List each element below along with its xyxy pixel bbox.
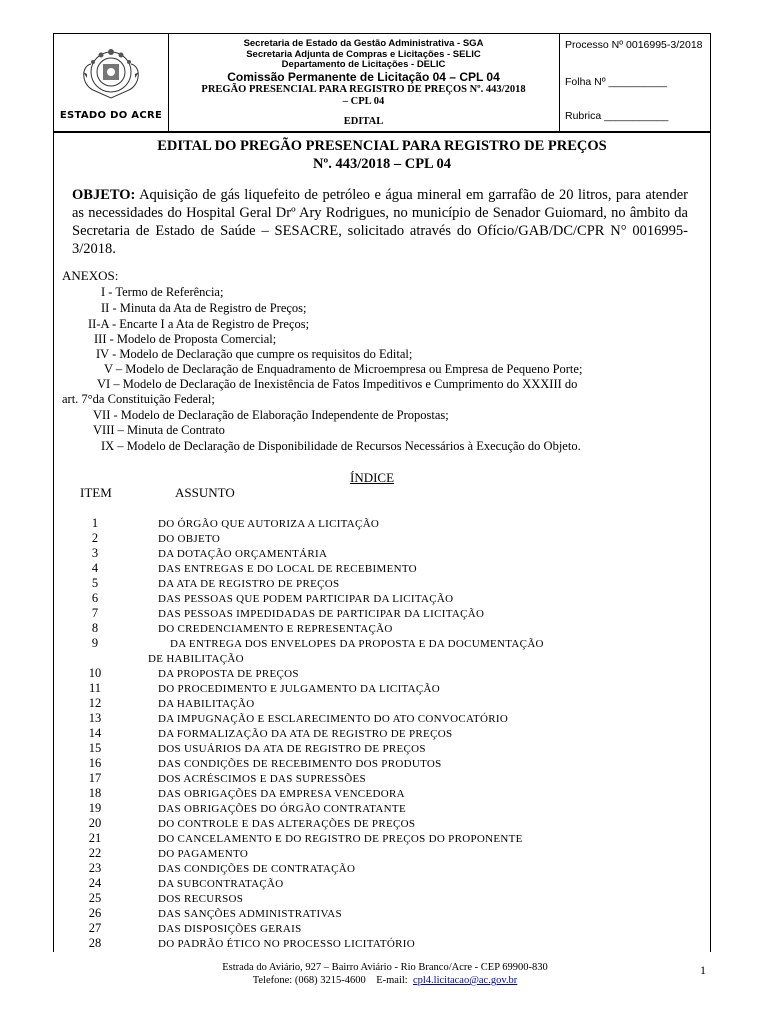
indice-item-number: 6 bbox=[91, 591, 99, 605]
indice-item-subject: DAS DISPOSIÇÕES GERAIS bbox=[158, 923, 302, 935]
anexo-item: V – Modelo de Declaração de Enquadramento de Microempresa ou Empresa de Pequeno Porte; bbox=[104, 362, 583, 376]
objeto-paragraph bbox=[72, 186, 688, 258]
anexo-item: IV - Modelo de Declaração que cumpre os requisitos do Edital; bbox=[96, 347, 413, 361]
indice-item-number: 1 bbox=[91, 516, 99, 530]
anexo-item: IX – Modelo de Declaração de Disponibilidade de Recursos Necessários à Execução do Objeto. bbox=[101, 439, 581, 453]
edital-title-line2: Nº. 443/2018 – CPL 04 bbox=[312, 156, 452, 172]
indice-item-subject: DO PADRÃO ÉTICO NO PROCESSO LICITATÓRIO bbox=[158, 938, 416, 950]
indice-item-number: 27 bbox=[88, 921, 102, 935]
anexo-item: I - Termo de Referência; bbox=[101, 285, 224, 299]
indice-item-subject: DAS PESSOAS IMPEDIDADAS DE PARTICIPAR DA LICITAÇÃO bbox=[158, 608, 485, 620]
indice-item-number: 7 bbox=[91, 606, 99, 620]
header-edital: EDITAL bbox=[343, 115, 384, 127]
anexo-item: II - Minuta da Ata de Registro de Preços; bbox=[101, 301, 307, 315]
indice-item-number: 4 bbox=[91, 561, 99, 575]
indice-item-subject: DAS ENTREGAS E DO LOCAL DE RECEBIMENTO bbox=[158, 563, 417, 575]
footer-phone: Telefone: (068) 3215-4600 E-mail: bbox=[252, 975, 413, 986]
anexo-item: II-A - Encarte I a Ata de Registro de Preços; bbox=[88, 317, 310, 331]
header-logo-cell bbox=[54, 34, 169, 131]
indice-item-number: 15 bbox=[88, 741, 102, 755]
indice-item-number: 19 bbox=[88, 801, 102, 815]
indice-item-number: 9 bbox=[91, 636, 99, 650]
footer-email-link[interactable]: cpl4.licitacao@ac.gov.br bbox=[412, 975, 518, 986]
indice-item-number: 21 bbox=[88, 831, 102, 845]
processo-number: Processo Nº 0016995-3/2018 bbox=[565, 39, 703, 51]
indice-item-subject: DA FORMALIZAÇÃO DA ATA DE REGISTRO DE PREÇOS bbox=[158, 728, 453, 740]
indice-item-number: 2 bbox=[91, 531, 99, 545]
indice-title: ÍNDICE bbox=[350, 470, 395, 485]
indice-item-subject: DA IMPUGNAÇÃO E ESCLARECIMENTO DO ATO CONVOCATÓRIO bbox=[158, 713, 509, 725]
indice-item-number: 11 bbox=[88, 681, 102, 695]
indice-item-number: 3 bbox=[91, 546, 99, 560]
indice-item-subject: DAS OBRIGAÇÕES DA EMPRESA VENCEDORA bbox=[158, 788, 405, 800]
state-label: ESTADO DO ACRE bbox=[59, 110, 163, 121]
objeto-label: OBJETO: bbox=[72, 187, 136, 203]
indice-item-number: 8 bbox=[91, 621, 99, 635]
indice-item-subject: DA DOTAÇÃO ORÇAMENTÁRIA bbox=[158, 548, 328, 560]
footer-contact bbox=[0, 975, 770, 986]
anexo-item: VI – Modelo de Declaração de Inexistência de Fatos Impeditivos e Cumprimento do XXXIII do bbox=[97, 377, 578, 391]
indice-item-subject: DO OBJETO bbox=[158, 533, 221, 545]
folha-field: Folha Nº __________ bbox=[565, 76, 667, 88]
anexos-label: ANEXOS: bbox=[62, 268, 119, 283]
header-line-selic: Secretaria Adjunta de Compras e Licitações - SELIC bbox=[246, 48, 481, 60]
indice-item-subject: DO ÓRGÃO QUE AUTORIZA A LICITAÇÃO bbox=[158, 518, 380, 530]
header-process-cell bbox=[559, 34, 710, 131]
indice-item-number: 14 bbox=[88, 726, 102, 740]
indice-item-number: 5 bbox=[91, 576, 99, 590]
indice-item-subject: DAS CONDIÇÕES DE CONTRATAÇÃO bbox=[158, 863, 356, 875]
indice-col-assunto: ASSUNTO bbox=[175, 485, 235, 500]
state-coat-of-arms-icon bbox=[79, 44, 143, 102]
footer-address: Estrada do Aviário, 927 – Bairro Aviário - Rio Branco/Acre - CEP 69900-830 bbox=[222, 962, 548, 973]
indice-item-number: 12 bbox=[88, 696, 102, 710]
header-line-sga: Secretaria de Estado da Gestão Administrativa - SGA bbox=[243, 38, 484, 49]
indice-item-number: 10 bbox=[88, 666, 102, 680]
indice-item-subject: DO CANCELAMENTO E DO REGISTRO DE PREÇOS DO PROPONENTE bbox=[158, 833, 523, 845]
indice-item-number: 28 bbox=[88, 936, 102, 950]
indice-col-item: ITEM bbox=[80, 485, 112, 500]
indice-item-subject: DO CONTROLE E DAS ALTERAÇÕES DE PREÇOS bbox=[158, 818, 416, 830]
header-pregao-line1: PREGÃO PRESENCIAL PARA REGISTRO DE PREÇOS Nº. 443/2018 bbox=[201, 83, 526, 95]
indice-item-subject: DAS CONDIÇÕES DE RECEBIMENTO DOS PRODUTOS bbox=[158, 758, 442, 770]
anexo-item: VIII – Minuta de Contrato bbox=[93, 423, 225, 437]
indice-item-subject: DA SUBCONTRATAÇÃO bbox=[158, 878, 284, 890]
anexo-item-continued: art. 7°da Constituição Federal; bbox=[62, 392, 215, 406]
indice-item-subject: DAS OBRIGAÇÕES DO ÓRGÃO CONTRATANTE bbox=[158, 803, 406, 815]
indice-item-number: 23 bbox=[88, 861, 102, 875]
indice-item-number: 16 bbox=[88, 756, 102, 770]
rubrica-field: Rubrica ___________ bbox=[565, 110, 669, 122]
anexo-item: VII - Modelo de Declaração de Elaboração Independente de Propostas; bbox=[93, 408, 449, 422]
header-pregao-line2: – CPL 04 bbox=[342, 95, 385, 107]
indice-item-subject: DOS ACRÉSCIMOS E DAS SUPRESSÕES bbox=[158, 773, 366, 785]
anexo-item: III - Modelo de Proposta Comercial; bbox=[94, 332, 277, 346]
indice-item-number: 26 bbox=[88, 906, 102, 920]
indice-item-subject: DOS USUÁRIOS DA ATA DE REGISTRO DE PREÇOS bbox=[158, 743, 426, 755]
indice-item-subject: DO CREDENCIAMENTO E REPRESENTAÇÃO bbox=[158, 623, 393, 635]
indice-item-subject: DA HABILITAÇÃO bbox=[158, 698, 255, 710]
indice-item-number: 24 bbox=[88, 876, 102, 890]
indice-item-subject: DA PROPOSTA DE PREÇOS bbox=[158, 668, 299, 680]
indice-item-subject: DO PROCEDIMENTO E JULGAMENTO DA LICITAÇÃO bbox=[158, 683, 441, 695]
indice-item-subject: DA ENTREGA DOS ENVELOPES DA PROPOSTA E DA DOCUMENTAÇÃO bbox=[170, 638, 544, 650]
indice-item-number: 18 bbox=[88, 786, 102, 800]
document-header bbox=[53, 33, 711, 132]
indice-item-subject: DOS RECURSOS bbox=[158, 893, 244, 905]
indice-item-number: 22 bbox=[88, 846, 102, 860]
indice-item-subject: DAS PESSOAS QUE PODEM PARTICIPAR DA LICITAÇÃO bbox=[158, 593, 454, 605]
header-line-delic: Departamento de Licitações - DELIC bbox=[281, 59, 446, 70]
edital-title-line1: EDITAL DO PREGÃO PRESENCIAL PARA REGISTRO DE PREÇOS bbox=[157, 138, 607, 154]
page-number: 1 bbox=[700, 963, 706, 977]
header-commission: Comissão Permanente de Licitação 04 – CPL 04 bbox=[227, 69, 500, 84]
indice-item-number: 13 bbox=[88, 711, 102, 725]
indice-item-subject: DO PAGAMENTO bbox=[158, 848, 249, 860]
indice-item-number: 25 bbox=[88, 891, 102, 905]
indice-item-subject-continued: DE HABILITAÇÃO bbox=[148, 653, 244, 665]
indice-item-subject: DAS SANÇÕES ADMINISTRATIVAS bbox=[158, 908, 342, 920]
indice-item-number: 17 bbox=[88, 771, 102, 785]
indice-item-number: 20 bbox=[88, 816, 102, 830]
indice-item-subject: DA ATA DE REGISTRO DE PREÇOS bbox=[158, 578, 340, 590]
header-title-cell bbox=[168, 34, 560, 131]
objeto-text: Aquisição de gás liquefeito de petróleo e água mineral em garrafão de 20 litros, para atender as necessidades do Hospital Geral Drº Ary Rodrigues, no município de Senador Guiomard, no âmbito da Secretaria de Estado de Saúde – SESACRE, solicitado através do Ofício/GAB/DC/CPR N° 0016995-3/2018. bbox=[72, 187, 688, 257]
